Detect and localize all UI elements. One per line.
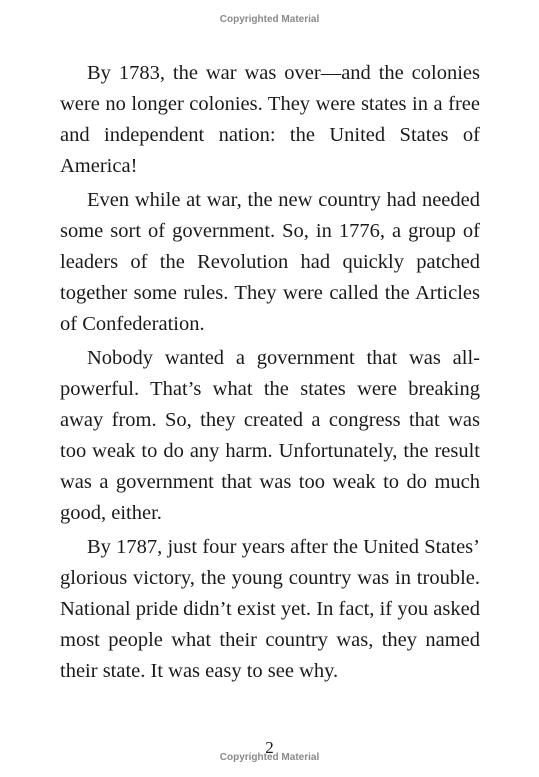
page-number: 2	[265, 738, 274, 757]
paragraph-4: By 1787, just four years after the United States’ glorious victory, the young country was in trouble. National pride didn’t exist yet. In fact, if you asked most people what their country was, they named their state. It was easy to see why.	[60, 536, 480, 682]
paragraph-1: By 1783, the war was over—and the colonies were no longer colonies. They were states in a free and independent nation: the United States of America!	[60, 62, 480, 177]
copyright-watermark-bottom: Copyrighted Material	[219, 752, 320, 763]
paragraph-3: Nobody wanted a government that was all-powerful. That’s what the states were breaking away from. So, they created a congress that was too weak to do any harm. Unfortunately, the result was a government that was too weak to do much good, either.	[60, 347, 480, 524]
copyright-watermark-top: Copyrighted Material	[219, 14, 320, 25]
paragraph-2: Even while at war, the new country had needed some sort of government. So, in 1776, a group of leaders of the Revolution had quickly patched together some rules. They were called the Articles of Confederation.	[60, 189, 480, 335]
page-body	[60, 58, 480, 690]
